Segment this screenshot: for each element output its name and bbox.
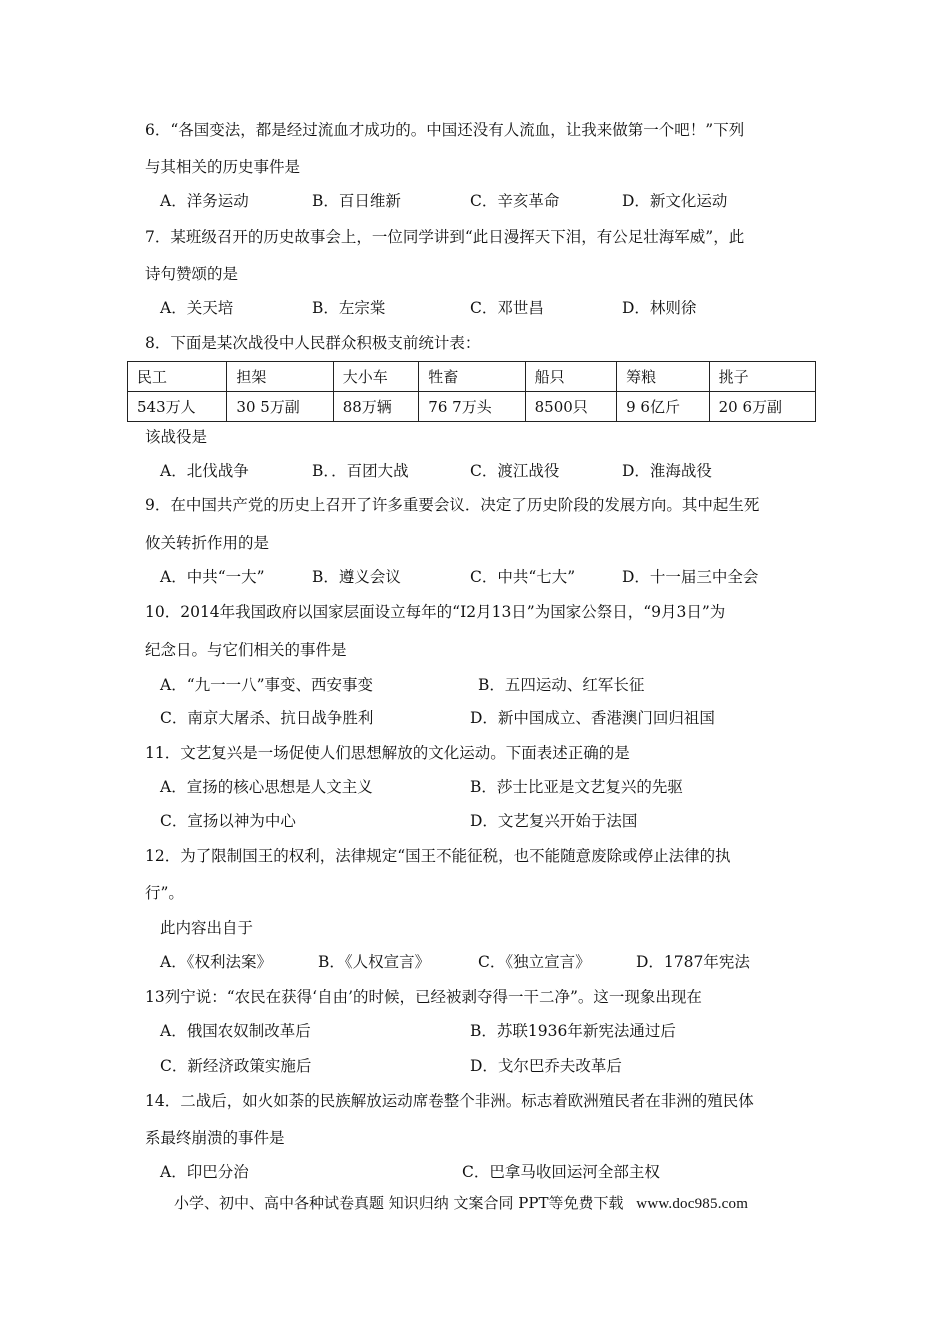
question-10-stem: 10．2014年我国政府以国家层面设立每年的“I2月13日”为国家公祭日，“9月3日”为 (145, 603, 726, 621)
table-cell: 543万人 (128, 392, 227, 422)
q8-option-a[interactable]: A．北伐战争 (160, 462, 249, 480)
q9-option-c[interactable]: C．中共“七大” (470, 568, 576, 586)
q10-option-d[interactable]: D．新中国成立、香港澳门回归祖国 (470, 709, 715, 727)
q7-option-d[interactable]: D．林则徐 (622, 299, 697, 317)
q7-option-a[interactable]: A．关天培 (160, 299, 234, 317)
q11-option-c[interactable]: C．宣扬以神为中心 (160, 812, 296, 830)
table-header-cell: 牲畜 (419, 362, 525, 392)
page-footer (174, 1192, 748, 1213)
q6-option-c[interactable]: C．辛亥革命 (470, 192, 560, 210)
q6-option-d[interactable]: D．新文化运动 (622, 192, 728, 210)
table-header-cell: 大小车 (333, 362, 419, 392)
question-9-stem-cont: 攸关转折作用的是 (145, 534, 270, 552)
q12-option-d[interactable]: D．1787年宪法 (636, 953, 750, 971)
q10-option-c[interactable]: C．南京大屠杀、抗日战争胜利 (160, 709, 374, 727)
support-statistics-table (127, 361, 816, 422)
q14-option-c[interactable]: C．巴拿马收回运河全部主权 (462, 1163, 660, 1181)
question-12-stem: 12．为了限制国王的权利，法律规定“国王不能征税，也不能随意废除或停止法律的执 (145, 847, 731, 865)
question-10-stem-cont: 纪念日。与它们相关的事件是 (145, 641, 347, 659)
table-header-cell: 担架 (227, 362, 333, 392)
question-12-stem-cont: 行”。 (145, 884, 184, 902)
question-9-stem: 9．在中国共产党的历史上召开了许多重要会议．决定了历史阶段的发展方向。其中起生死 (145, 496, 760, 514)
table-cell: 76 7万头 (419, 392, 525, 422)
question-14-stem: 14．二战后，如火如荼的民族解放运动席卷整个非洲。标志着欧洲殖民者在非洲的殖民体 (145, 1092, 754, 1110)
q13-option-d[interactable]: D．戈尔巴乔夫改革后 (470, 1057, 622, 1075)
q12-option-c[interactable]: C．《独立宣言》 (478, 953, 591, 971)
q8-option-b[interactable]: B．．百团大战 (312, 462, 409, 480)
q7-option-b[interactable]: B．左宗棠 (312, 299, 386, 317)
table-cell: 20 6万副 (709, 392, 815, 422)
footer-url-link[interactable]: www.doc985.com (636, 1196, 749, 1212)
q11-option-a[interactable]: A．宣扬的核心思想是人文主义 (160, 778, 373, 796)
table-header-cell: 民工 (128, 362, 227, 392)
q14-option-a[interactable]: A．印巴分治 (160, 1163, 249, 1181)
question-7-stem-cont: 诗句赞颂的是 (145, 265, 239, 283)
table-cell: 30 5万副 (227, 392, 333, 422)
q12-option-b[interactable]: B．《人权宣言》 (318, 953, 431, 971)
q10-option-a[interactable]: A．“九一一八”事变、西安事变 (160, 676, 374, 694)
table-cell: 8500只 (525, 392, 617, 422)
q8-option-d[interactable]: D．淮海战役 (622, 462, 712, 480)
table-cell: 9 6亿斤 (617, 392, 709, 422)
q10-option-b[interactable]: B．五四运动、红军长征 (478, 676, 645, 694)
table-row (128, 392, 816, 422)
q11-option-b[interactable]: B．莎士比亚是文艺复兴的先驱 (470, 778, 683, 796)
q6-option-b[interactable]: B．百日维新 (312, 192, 401, 210)
footer-text: 小学、初中、高中各种试卷真题 知识归纳 文案合同 PPT等免费下载 (174, 1194, 624, 1212)
question-7-stem: 7．某班级召开的历史故事会上，一位同学讲到“此日漫挥天下泪，有公足壮海军威”，此 (145, 228, 745, 246)
question-11-stem: 11．文艺复兴是一场促使人们思想解放的文化运动。下面表述正确的是 (145, 744, 630, 762)
q13-option-b[interactable]: B．苏联1936年新宪法通过后 (470, 1022, 676, 1040)
q9-option-d[interactable]: D．十一届三中全会 (622, 568, 759, 586)
q8-option-c[interactable]: C．渡江战役 (470, 462, 560, 480)
q6-option-a[interactable]: A．洋务运动 (160, 192, 249, 210)
question-8-stem: 8．下面是某次战役中人民群众积极支前统计表： (145, 334, 481, 352)
q11-option-d[interactable]: D．文艺复兴开始于法国 (470, 812, 638, 830)
q9-option-a[interactable]: A．中共“一大” (160, 568, 265, 586)
table-header-row (128, 362, 816, 392)
q7-option-c[interactable]: C．邓世昌 (470, 299, 544, 317)
table-header-cell: 船只 (525, 362, 617, 392)
q12-option-a[interactable]: A．《权利法案》 (160, 953, 272, 971)
question-6-stem: 6．“各国变法，都是经过流血才成功的。中国还没有人流血，让我来做第一个吧！”下列 (145, 121, 745, 139)
q9-option-b[interactable]: B．遵义会议 (312, 568, 401, 586)
table-header-cell: 筹粮 (617, 362, 709, 392)
question-14-stem-cont: 系最终崩溃的事件是 (145, 1129, 285, 1147)
q13-option-c[interactable]: C．新经济政策实施后 (160, 1057, 312, 1075)
question-8-stem-cont: 该战役是 (145, 428, 208, 446)
q13-option-a[interactable]: A．俄国农奴制改革后 (160, 1022, 311, 1040)
question-13-stem: 13列宁说：“农民在获得‘自由’的时候，已经被剥夺得一干二净”。这一现象出现在 (145, 988, 702, 1006)
question-6-stem-cont: 与其相关的历史事件是 (145, 158, 301, 176)
table-cell: 88万辆 (333, 392, 419, 422)
table-header-cell: 挑子 (709, 362, 815, 392)
question-12-source-prompt: 此内容出自于 (160, 919, 254, 937)
